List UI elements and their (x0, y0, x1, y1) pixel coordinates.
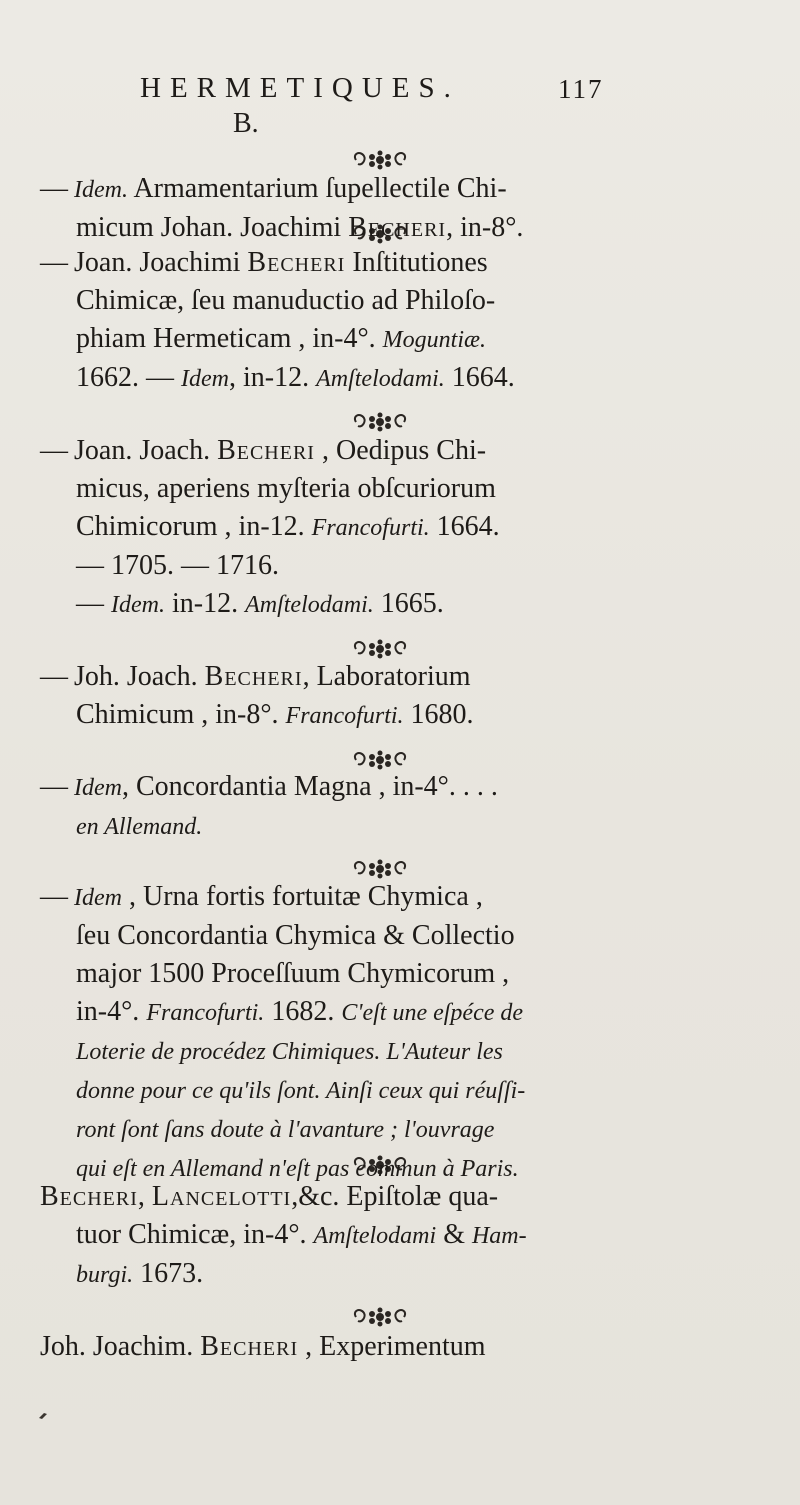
entry-text: , Concordantia Magna , in-4°. . . . (121, 771, 498, 802)
entry-text: — (76, 588, 111, 619)
author-name: Lancelotti (151, 1181, 292, 1212)
entry-line (40, 768, 780, 807)
page-number: 117 (558, 74, 604, 104)
entry-text: 1662. — (76, 362, 181, 393)
bibliography-entry (40, 1328, 780, 1366)
italic-text: Ham- (471, 1223, 527, 1249)
entry-text: in-12. (164, 588, 246, 619)
entry-text: , in-12. (228, 362, 317, 393)
entry-text: 1682. (264, 996, 342, 1027)
italic-text: Idem. (74, 177, 128, 203)
entry-text: , Urna fortis fortuitæ Chymica , (121, 881, 483, 912)
entry-line (40, 1071, 780, 1110)
entry-text: Joh. Joach. (74, 661, 205, 692)
italic-text: Francofurti. (285, 703, 404, 729)
bibliography-entry (40, 658, 780, 735)
bibliography-entry (40, 878, 780, 1188)
italic-text: Moguntiæ. (382, 327, 487, 353)
entry-line (40, 1216, 780, 1255)
entry-text: Chimicorum , in-12. (76, 511, 312, 542)
entry-text: , in-8°. (446, 212, 524, 243)
entry-line (40, 1328, 780, 1366)
entry-text: 1664. (429, 511, 500, 542)
entry-line (40, 993, 780, 1032)
entry-line (40, 170, 780, 209)
entry-line (40, 547, 780, 585)
signature-mark: B. (233, 108, 259, 139)
entry-text: tuor Chimicæ, in-4°. (76, 1219, 314, 1250)
entry-text: 1680. (403, 699, 474, 730)
italic-text: en Allemand. (76, 814, 203, 840)
entry-text: 1664. (444, 362, 515, 393)
italic-text: Idem (74, 775, 122, 801)
entry-text: Armamentarium ſupellectile Chi- (127, 173, 507, 204)
entry-line (40, 878, 780, 917)
entry-line (40, 470, 780, 508)
fleuron-ornament-icon (350, 1305, 410, 1329)
entry-text: 1665. (373, 588, 444, 619)
author-name: Becheri (200, 1331, 299, 1362)
bibliography-entry (40, 432, 780, 624)
fleuron-ornament-icon (350, 148, 410, 172)
entry-line (40, 209, 780, 247)
entry-text: , Oedipus Chi- (314, 435, 487, 466)
entry-dash: — (40, 173, 68, 204)
italic-text: Idem (74, 885, 122, 911)
italic-text: Amſtelodami. (316, 366, 445, 392)
author-name: Becheri (217, 435, 315, 466)
entry-text: in-4°. (76, 996, 147, 1027)
entry-line (40, 508, 780, 547)
running-title: HERMETIQUES. (140, 72, 460, 104)
entry-line (40, 1178, 780, 1216)
entry-text: Joh. Joachim. (40, 1331, 201, 1362)
entry-dash: — (40, 881, 68, 912)
entry-line (40, 1110, 780, 1149)
entry-line (40, 696, 780, 735)
italic-text: ront ſont ſans doute à l'avanture ; l'ouvrage (76, 1117, 495, 1143)
author-name: Becheri (247, 247, 346, 278)
italic-text: Amſtelodami (313, 1223, 437, 1249)
entry-text: Joan. Joachimi (74, 247, 248, 278)
entry-text: micum Johan. Joachimi (76, 212, 349, 243)
entry-line (40, 1032, 780, 1071)
italic-text: Francofurti. (311, 515, 430, 541)
entry-line (40, 585, 780, 624)
entry-text: ,&c. Epiſtolæ qua- (291, 1181, 499, 1212)
entry-line (40, 807, 780, 846)
entry-text: Chimicæ, ſeu manuductio ad Philoſo- (76, 285, 496, 316)
entry-line (40, 955, 780, 993)
entry-dash: — (40, 247, 68, 278)
entry-line (40, 432, 780, 470)
entry-dash: — (40, 435, 68, 466)
bibliography-entry (40, 768, 780, 846)
entry-text: , Experimentum (298, 1331, 486, 1362)
entry-text: 1673. (133, 1258, 204, 1289)
entry-text: phiam Hermeticam , in-4°. (76, 323, 383, 354)
entry-dash: — (40, 771, 68, 802)
italic-text: burgi. (76, 1262, 134, 1288)
bibliography-entry (40, 170, 780, 247)
entry-text: micus, aperiens myſteria obſcuriorum (76, 473, 496, 504)
entry-line (40, 1255, 780, 1294)
entry-line (40, 244, 780, 282)
entry-line (40, 282, 780, 320)
entry-line (40, 658, 780, 696)
entry-dash: — (40, 661, 68, 692)
entry-text: & (436, 1219, 472, 1250)
bibliography-entry (40, 1178, 780, 1294)
ink-speck-icon (38, 1408, 48, 1420)
author-name: Becheri (204, 661, 303, 692)
page-header (140, 72, 660, 112)
italic-text: Francofurti. (146, 1000, 265, 1026)
entry-text: Chimicum , in-8°. (76, 699, 286, 730)
entry-text: ſeu Concordantia Chymica & Collectio (76, 920, 515, 951)
italic-text: Idem. (111, 592, 165, 618)
author-name: Becheri (348, 212, 447, 243)
entry-text: Inſtitutiones (345, 247, 488, 278)
italic-text: Amſtelodami. (245, 592, 374, 618)
italic-text: C'eſt une eſpéce de (341, 1000, 524, 1026)
italic-text: Loterie de procédez Chimiques. L'Auteur les (76, 1039, 503, 1065)
bibliography-entry (40, 244, 780, 398)
italic-text: Idem (181, 366, 229, 392)
entry-line (40, 320, 780, 359)
fleuron-ornament-icon (350, 410, 410, 434)
entry-text: , Laboratorium (302, 661, 471, 692)
italic-text: qui eſt en Allemand n'eſt pas commun à Paris. (76, 1156, 519, 1182)
entry-text: Joan. Joach. (74, 435, 218, 466)
entry-text: , (137, 1181, 152, 1212)
entry-text: — 1705. — 1716. (76, 550, 279, 581)
entry-line (40, 359, 780, 398)
author-name: Becheri (40, 1181, 138, 1212)
italic-text: donne pour ce qu'ils ſont. Ainſi ceux qui réuſſi- (76, 1078, 526, 1104)
entry-text: major 1500 Proceſſuum Chymicorum , (76, 958, 510, 989)
entry-line (40, 917, 780, 955)
